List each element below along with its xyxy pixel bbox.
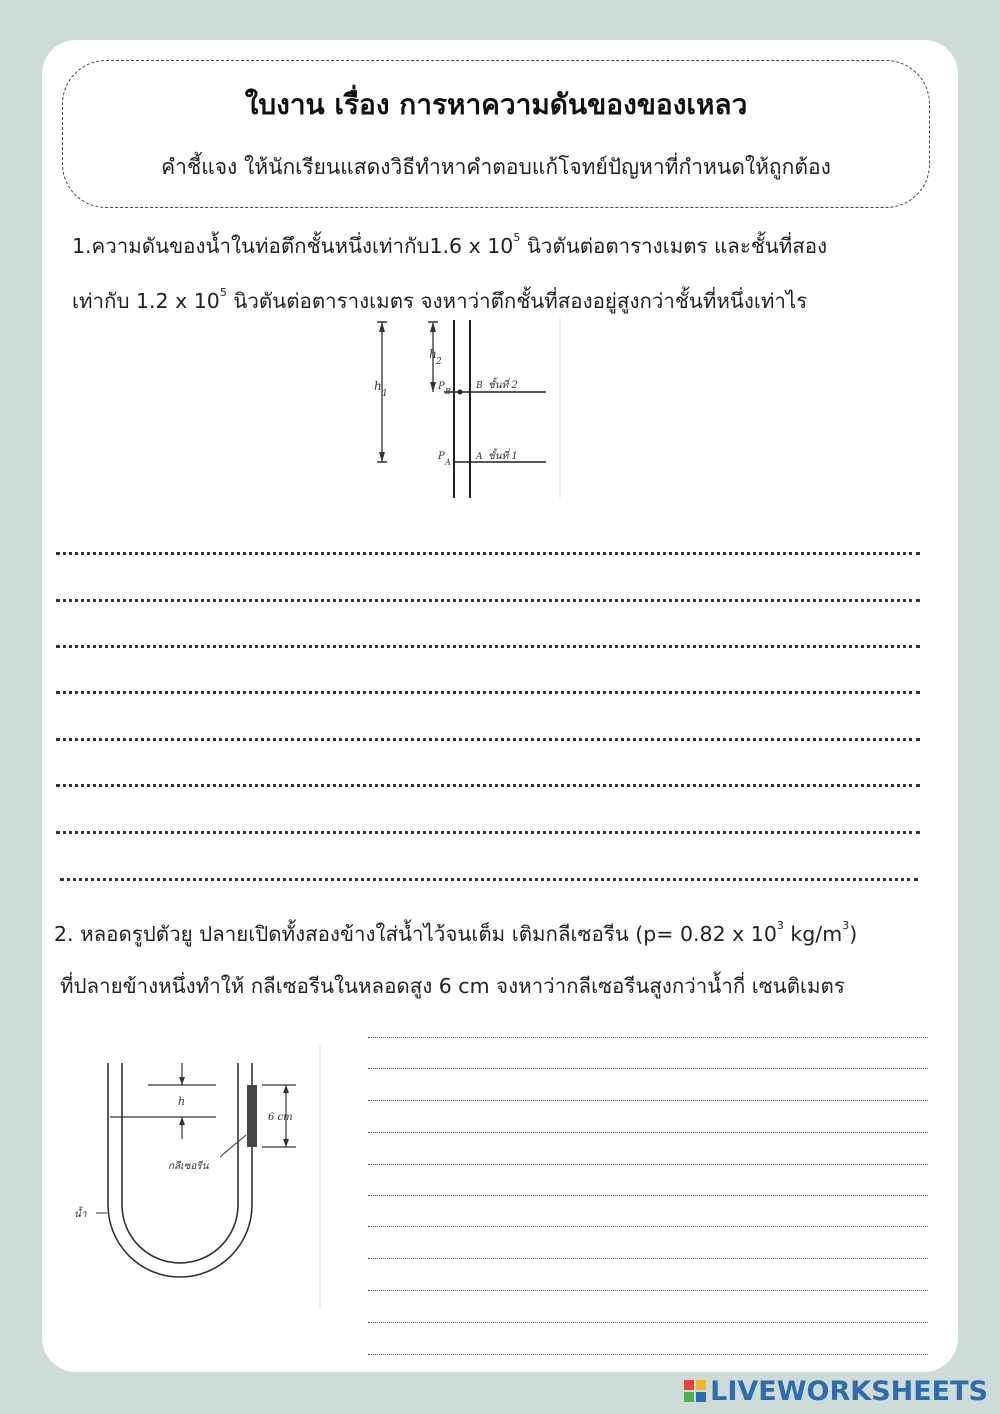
question2-line1-text: 2. หลอดรูปตัวยู ปลายเปิดทั้งสองข้างใส่น้ำไว้จนเต็ม เติมกลีเซอรีน (p= 0.82 x 10 [54,922,777,946]
question2-unit-exponent: 3 [842,919,850,933]
title-box [62,60,930,208]
question2-line2: ที่ปลายข้างหนึ่งทำให้ กลีเซอรีนในหลอดสูง 6 cm จงหาว่ากลีเซอรีนสูงกว่าน้ำกี่ เซนติเมตร [60,974,845,998]
answer-line-q2[interactable] [368,1354,928,1355]
pb-subscript: B [445,387,451,396]
page-title: ใบงาน เรื่อง การหาความดันของของเหลว [244,88,748,121]
question1-line2-text: เท่ากับ 1.2 x 10 [72,289,220,313]
question1-line1 [72,230,827,263]
pb-label: P [438,381,445,392]
answer-line-q2[interactable] [368,1100,928,1101]
answer-line-q1[interactable] [56,552,920,555]
floor1-label: ชั้นที่ 1 [488,451,518,462]
answer-line-q2[interactable] [368,1195,928,1196]
a-label: A [476,452,483,462]
liveworksheets-brand[interactable] [684,1374,988,1408]
answer-line-q1[interactable] [56,691,920,694]
question1-line1-text: 1.ความดันของน้ำในท่อตึกชั้นหนึ่งเท่ากับ1.6 x 10 [72,234,514,258]
water-label: น้ำ [74,1209,87,1220]
h-label: h [178,1095,186,1108]
floor2-label: ชั้นที่ 2 [488,380,518,391]
h2-label: h [429,347,437,361]
answer-line-q1[interactable] [56,831,920,834]
pa-subscript: A [445,458,451,467]
question2-unit: kg/m [783,922,843,946]
answer-line-q1[interactable] [56,645,920,648]
answer-line-q1[interactable] [56,784,920,787]
b-label: B [476,381,483,391]
question2-line1-exponent: 3 [776,919,784,933]
answer-line-q2[interactable] [368,1132,928,1133]
pa-label: P [438,451,445,462]
question1-line1-text-end: นิวตันต่อตารางเมตร และชั้นที่สอง [520,234,828,258]
question2-line1-close: ) [849,922,858,946]
answer-line-q1[interactable] [56,738,920,741]
answer-line-q2[interactable] [368,1290,928,1291]
answer-line-q2[interactable] [368,1322,928,1323]
answer-line-q2[interactable] [368,1164,928,1165]
brand-text: LIVEWORKSHEETS [710,1375,988,1407]
question2-line1 [54,918,857,951]
question1-line2-exponent: 5 [219,286,227,300]
answer-line-q2[interactable] [368,1258,928,1259]
question1-line2 [72,285,807,318]
answer-line-q2[interactable] [368,1068,928,1069]
answer-line-q2[interactable] [368,1226,928,1227]
question1-line1-exponent: 5 [513,231,521,245]
6cm-label: 6 cm [268,1112,293,1123]
question1-line2-text-end: นิวตันต่อตารางเมตร จงหาว่าตึกชั้นที่สองอยู่สูงกว่าชั้นที่หนึ่งเท่าไร [226,289,808,313]
answer-line-q1[interactable] [56,599,920,602]
u-tube-diagram [70,1045,330,1315]
answer-line-q2[interactable] [368,1037,928,1038]
building-pipe-diagram [360,318,570,503]
answer-line-q1[interactable] [60,878,918,881]
h2-subscript: 2 [436,357,442,367]
h1-subscript: 1 [382,389,388,399]
glycerin-label: กลีเซอรีน [168,1161,209,1172]
h1-label: h [374,379,382,393]
instruction-text: คำชี้แจง ให้นักเรียนแสดงวิธีทำหาคำตอบแก้โจทย์ปัญหาที่กำหนดให้ถูกต้อง [161,155,831,179]
liveworksheets-logo-icon [684,1380,706,1402]
